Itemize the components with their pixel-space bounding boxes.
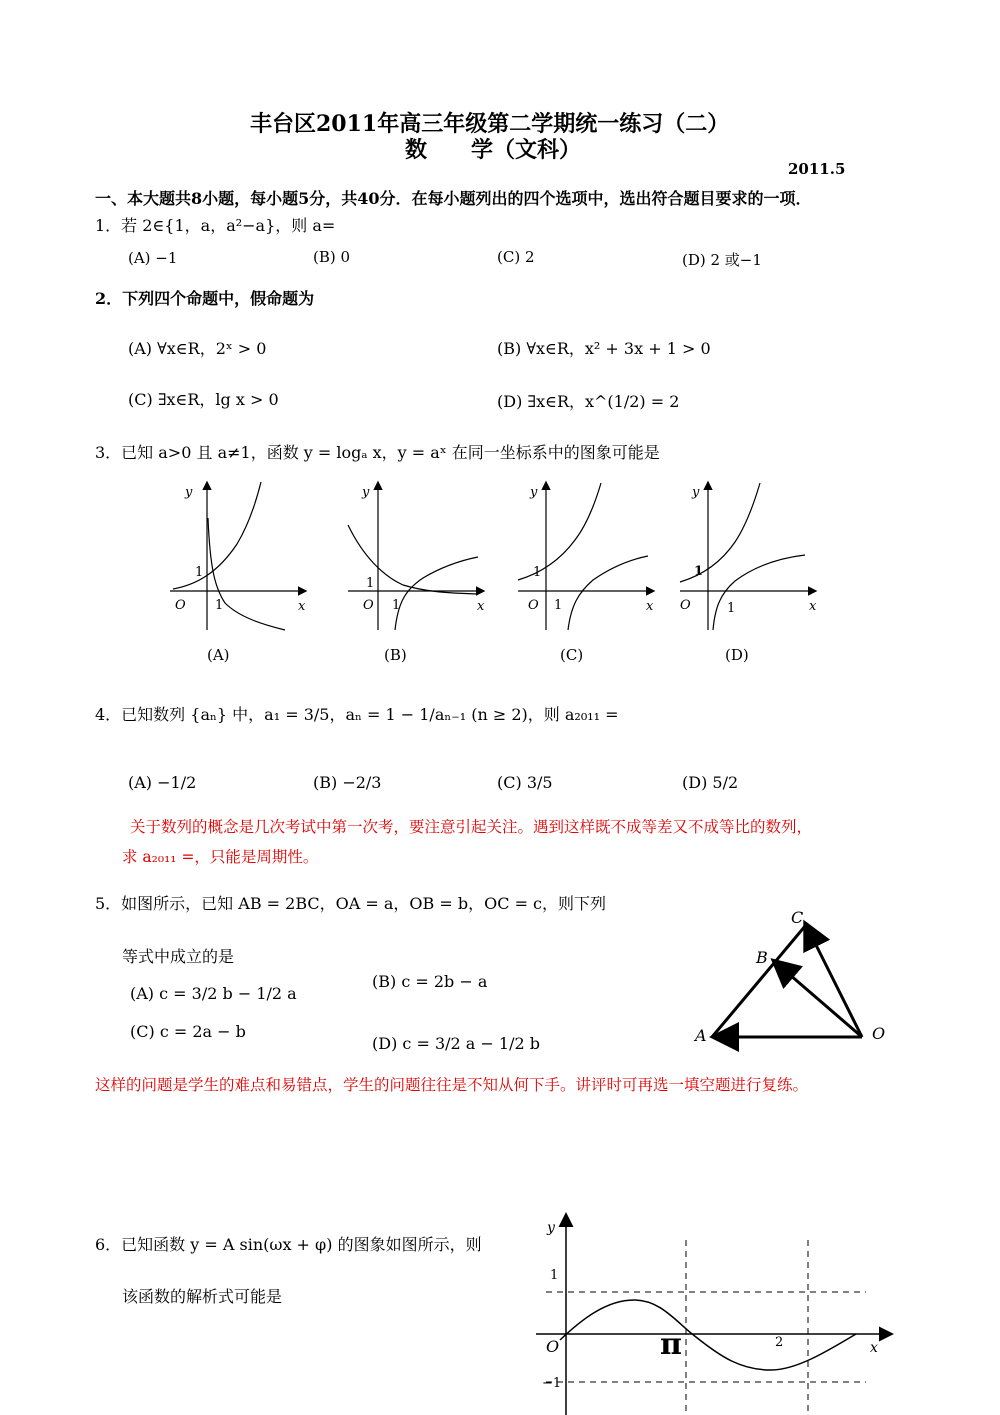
section-instructions: 一、本大题共8小题，每小题5分，共40分．在每小题列出的四个选项中，选出符合题目要求的一项．: [95, 189, 812, 208]
graph-c-one-x: 1: [554, 598, 563, 613]
exam-date: 2011.5: [788, 160, 846, 178]
q6-y-label: y: [547, 1220, 555, 1236]
subject-title: 数 学（文科）: [405, 137, 582, 163]
q4-stem: 4．已知数列 {aₙ} 中，a₁ = 3/5，aₙ = 1 − 1/aₙ₋₁ (n ≥ 2)，则 a₂₀₁₁ =: [95, 705, 619, 724]
graph-d-x-label: x: [809, 599, 817, 614]
graph-b-y-label: y: [362, 485, 370, 500]
graph-b-origin: O: [363, 598, 374, 613]
exam-title: 丰台区2011年高三年级第二学期统一练习（二）: [250, 111, 730, 137]
q1-stem: 1．若 2∈{1，a，a²−a}，则 a=: [95, 216, 336, 235]
graph-d-one-y: 1: [694, 564, 704, 579]
q2-option-c: (C) ∃x∈R，lg x > 0: [128, 390, 279, 409]
graph-b-one-x: 1: [392, 598, 401, 613]
q6-neg-one-label: −1: [542, 1376, 562, 1391]
q6-pi-label: π: [660, 1327, 682, 1362]
q3-label-a: (A): [207, 646, 230, 664]
q6-sine-graph: [536, 1212, 896, 1415]
q5-stem: 5．如图所示，已知 AB = 2BC，OA = a，OB = b，OC = c，则下列: [95, 894, 607, 913]
q4-option-b: (B) −2/3: [313, 773, 382, 792]
q6-one-label: 1: [550, 1268, 559, 1283]
graph-d-y-label: y: [692, 485, 700, 500]
graph-a-y-label: y: [185, 485, 193, 500]
graph-a-one-x: 1: [215, 598, 224, 613]
q1-option-c: (C) 2: [497, 248, 535, 266]
q6-two-label: 2: [775, 1335, 784, 1350]
graph-c-one-y: 1: [533, 565, 542, 580]
q3-label-c: (C): [560, 646, 584, 664]
graph-a-origin: O: [175, 598, 186, 613]
graph-a: [170, 482, 306, 630]
q5-teacher-note: 这样的问题是学生的难点和易错点，学生的问题往往是不知从何下手。讲评时可再选一填空题进行复练。: [95, 1076, 809, 1094]
q1-option-b: (B) 0: [313, 248, 351, 266]
graph-c: [518, 483, 654, 630]
q4-teacher-note-2: 求 a₂₀₁₁ =，只能是周期性。: [122, 848, 319, 866]
q3-graphs: [165, 478, 825, 640]
q2-stem: 2．下列四个命题中，假命题为: [95, 289, 315, 308]
q5-stem-2: 等式中成立的是: [122, 947, 235, 966]
graph-b: [348, 483, 485, 630]
graph-a-x-label: x: [298, 599, 306, 614]
q3-label-b: (B): [384, 646, 407, 664]
graph-c-origin: O: [528, 598, 539, 613]
q6-stem: 6．已知函数 y = A sin(ωx + φ) 的图象如图所示，则: [95, 1235, 482, 1254]
q5-option-a: (A) c = 3/2 b − 1/2 a: [130, 984, 297, 1003]
q6-x-label: x: [870, 1340, 878, 1356]
graph-d-one-x: 1: [727, 601, 736, 616]
q5-option-c: (C) c = 2a − b: [130, 1022, 246, 1041]
q4-teacher-note-1: 关于数列的概念是几次考试中第一次考，要注意引起关注。遇到这样既不成等差又不成等比的数列，: [130, 818, 813, 836]
q4-option-a: (A) −1/2: [128, 773, 197, 792]
point-c-label: C: [791, 908, 804, 927]
q1-option-d: (D) 2 或−1: [682, 251, 762, 269]
q1-option-a: (A) −1: [128, 249, 178, 267]
q5-triangle-figure: [690, 905, 900, 1055]
graph-d: [680, 483, 817, 630]
q3-stem: 3．已知 a>0 且 a≠1，函数 y = logₐ x，y = aˣ 在同一坐标系中的图象可能是: [95, 443, 660, 462]
q2-option-d: (D) ∃x∈R，x^(1/2) = 2: [497, 392, 680, 411]
q6-origin-label: O: [546, 1337, 560, 1356]
q4-option-c: (C) 3/5: [497, 773, 553, 792]
graph-b-one-y: 1: [366, 576, 375, 591]
graph-c-y-label: y: [530, 485, 538, 500]
graph-d-origin: O: [680, 598, 691, 613]
point-o-label: O: [872, 1024, 886, 1043]
point-a-label: A: [695, 1026, 707, 1045]
q2-option-b: (B) ∀x∈R，x² + 3x + 1 > 0: [497, 339, 711, 358]
graph-b-x-label: x: [477, 599, 485, 614]
q5-option-b: (B) c = 2b − a: [372, 972, 488, 991]
q6-stem-2: 该函数的解析式可能是: [122, 1287, 283, 1306]
q3-label-d: (D): [725, 646, 749, 664]
q5-option-d: (D) c = 3/2 a − 1/2 b: [372, 1034, 540, 1053]
graph-a-one-y: 1: [195, 565, 204, 580]
graph-c-x-label: x: [646, 599, 654, 614]
q4-option-d: (D) 5/2: [682, 773, 739, 792]
q2-option-a: (A) ∀x∈R，2ˣ > 0: [128, 339, 267, 358]
point-b-label: B: [756, 948, 768, 967]
